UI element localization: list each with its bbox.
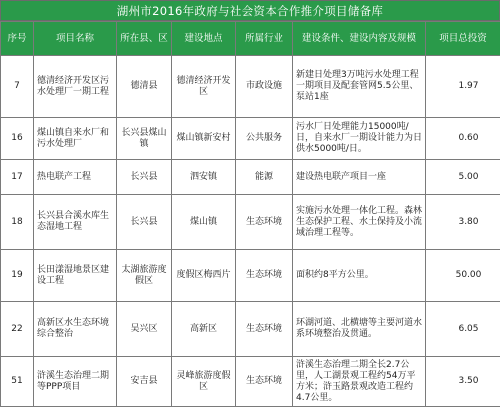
- table-row: [1, 357, 500, 407]
- cell-content: 污水厂日处理能力15000吨/日，自来水厂一期设计能力为日供水5000吨/日。: [293, 118, 426, 160]
- cell-county: 长兴县煤山镇: [117, 118, 172, 160]
- cell-investment: 3.50: [426, 357, 500, 407]
- cell-location: 度假区梅西片: [172, 250, 236, 302]
- cell-name: 德清经济开发区污水处理厂一期工程: [34, 56, 117, 118]
- table-row: [1, 302, 500, 357]
- cell-content: 环湖河道、北横塘等主要河道水系环境整治及贯通。: [293, 302, 426, 357]
- header-name: 项目名称: [34, 22, 117, 56]
- table-header-row: [1, 22, 500, 56]
- cell-content: 实施污水处理一体化工程。森林生态保护工程、水土保持及小流域治理工程等。: [293, 195, 426, 250]
- cell-industry: 生态环境: [236, 195, 293, 250]
- cell-industry: 公共服务: [236, 118, 293, 160]
- cell-content: 浒溪生态治理二期全长2.7公里，人工湖景观工程约54万平方米；浒玉路景观改造工程约4.7公里。: [293, 357, 426, 407]
- header-industry: 所属行业: [236, 22, 293, 56]
- cell-investment: 50.00: [426, 250, 500, 302]
- cell-no: 19: [1, 250, 34, 302]
- table-row: [1, 195, 500, 250]
- cell-industry: 市政设施: [236, 56, 293, 118]
- table-row: [1, 118, 500, 160]
- table-title: 湖州市2016年政府与社会资本合作推介项目储备库: [0, 0, 500, 21]
- cell-name: 长田漾湿地景区建设工程: [34, 250, 117, 302]
- cell-county: 安吉县: [117, 357, 172, 407]
- cell-no: 7: [1, 56, 34, 118]
- cell-no: 18: [1, 195, 34, 250]
- cell-name: 长兴县合溪水库生态湿地工程: [34, 195, 117, 250]
- header-investment: 项目总投资: [426, 22, 500, 56]
- cell-industry: 生态环境: [236, 302, 293, 357]
- table-row: [1, 56, 500, 118]
- cell-location: 泗安镇: [172, 160, 236, 195]
- cell-no: 22: [1, 302, 34, 357]
- cell-investment: 3.80: [426, 195, 500, 250]
- cell-location: 灵峰旅游度假区: [172, 357, 236, 407]
- cell-no: 17: [1, 160, 34, 195]
- table-row: [1, 250, 500, 302]
- header-no: 序号: [1, 22, 34, 56]
- cell-industry: 生态环境: [236, 357, 293, 407]
- cell-county: 太湖旅游度假区: [117, 250, 172, 302]
- cell-location: 煤山镇新安村: [172, 118, 236, 160]
- cell-name: 煤山镇自来水厂和污水处理厂: [34, 118, 117, 160]
- project-table: [0, 21, 500, 407]
- cell-location: 德清经济开发区: [172, 56, 236, 118]
- cell-name: 热电联产工程: [34, 160, 117, 195]
- cell-investment: 5.00: [426, 160, 500, 195]
- cell-location: 煤山镇: [172, 195, 236, 250]
- cell-content: 新建日处理3万吨污水处理工程一期项目及配套管网5.5公里、泵站1座: [293, 56, 426, 118]
- cell-county: 吴兴区: [117, 302, 172, 357]
- cell-name: 高新区水生态环境综合整治: [34, 302, 117, 357]
- cell-content: 面积约8平方公里。: [293, 250, 426, 302]
- cell-investment: 0.60: [426, 118, 500, 160]
- cell-county: 长兴县: [117, 160, 172, 195]
- header-county: 所在县、区: [117, 22, 172, 56]
- cell-industry: 能源: [236, 160, 293, 195]
- cell-content: 建设热电联产项目一座: [293, 160, 426, 195]
- table-row: [1, 160, 500, 195]
- cell-county: 长兴县: [117, 195, 172, 250]
- cell-no: 51: [1, 357, 34, 407]
- header-location: 建设地点: [172, 22, 236, 56]
- cell-name: 浒溪生态治理二期等PPP项目: [34, 357, 117, 407]
- cell-location: 高新区: [172, 302, 236, 357]
- header-content: 建设条件、建设内容及规模: [293, 22, 426, 56]
- cell-investment: 1.97: [426, 56, 500, 118]
- cell-no: 16: [1, 118, 34, 160]
- cell-industry: 生态环境: [236, 250, 293, 302]
- cell-county: 德清县: [117, 56, 172, 118]
- cell-investment: 6.05: [426, 302, 500, 357]
